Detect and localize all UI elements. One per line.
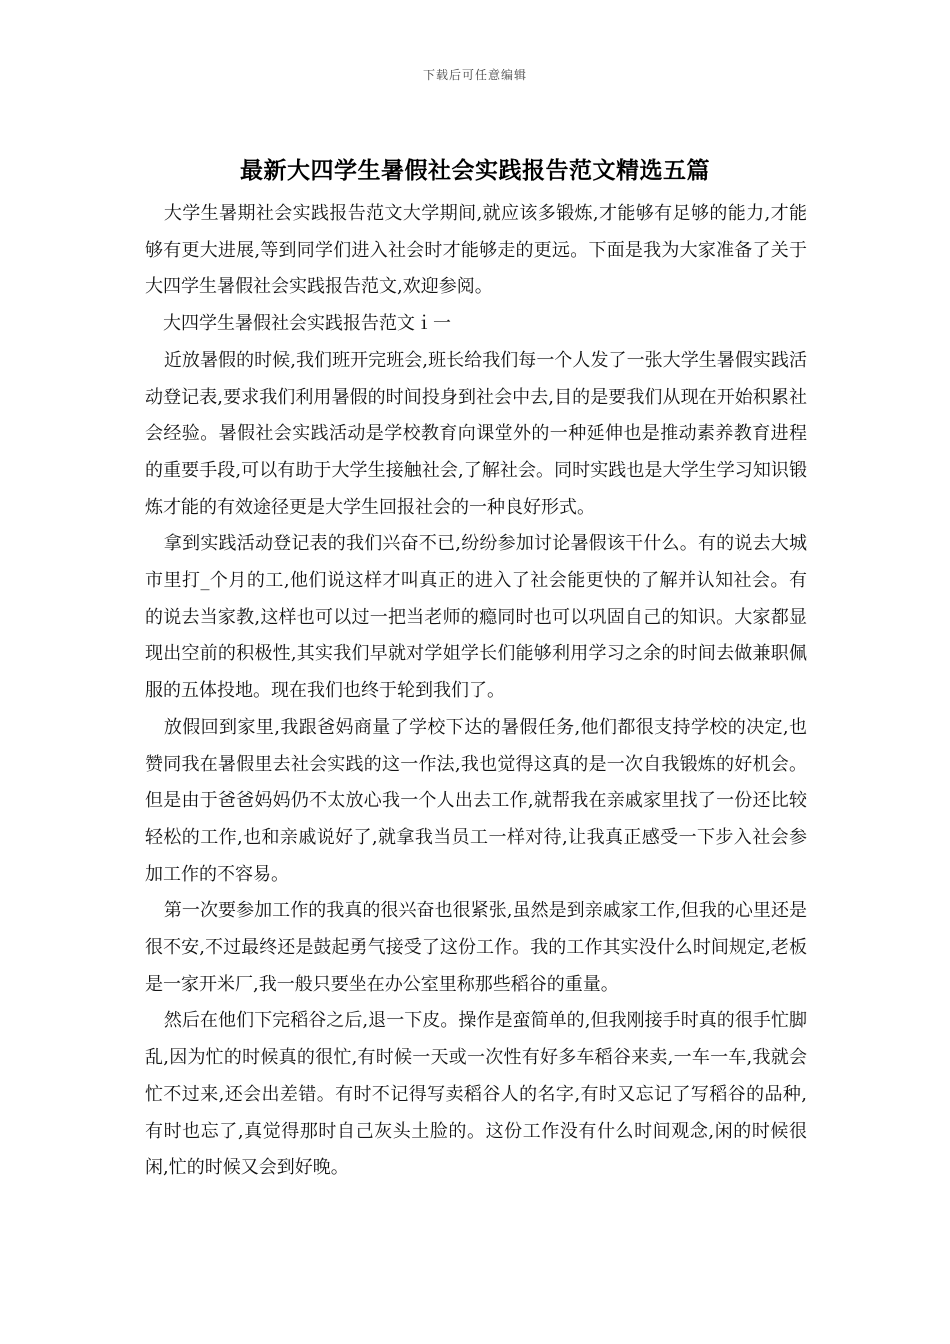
header-note: 下载后可任意编辑 — [422, 68, 527, 82]
body-paragraph: 拿到实践活动登记表的我们兴奋不已,纷纷参加讨论暑假该干什么。有的说去大城市里打_个月的工,他们说这样才叫真正的进入了社会能更快的了解并认知社会。有的说去当家教,这样也可以过一把当老师的瘾同时也可以巩固自己的知识。大家都显现出空前的积极性,其实我们早就对学姐学长们能够利用学习之余的时间去做兼职佩服的五体投地。现在我们也终于轮到我们了。 — [145, 533, 807, 702]
body-paragraph: 放假回到家里,我跟爸妈商量了学校下达的暑假任务,他们都很支持学校的决定,也赞同我在暑假里去社会实践的这一作法,我也觉得这真的是一次自我锻炼的好机会。但是由于爸爸妈妈仍不太放心我一个人出去工作,就帮我在亲戚家里找了一份还比较轻松的工作,也和亲戚说好了,就拿我当员工一样对待,让我真正感受一下步入社会参加工作的不容易。 — [145, 716, 807, 885]
intro-paragraph: 大学生暑期社会实践报告范文大学期间,就应该多锻炼,才能够有足够的能力,才能够有更大进展,等到同学们进入社会时才能够走的更远。下面是我为大家准备了关于大四学生暑假社会实践报告范文,欢迎参阅。 — [145, 203, 807, 298]
body-paragraph: 然后在他们下完稻谷之后,退一下皮。操作是蛮简单的,但我刚接手时真的很手忙脚乱,因为忙的时候真的很忙,有时候一天或一次性有好多车稻谷来卖,一车一车,我就会忙不过来,还会出差错。有时不记得写卖稻谷人的名字,有时又忘记了写稻谷的品种,有时也忘了,真觉得那时自己灰头土脸的。这份工作没有什么时间观念,闲的时候很闲,忙的时候又会到好晚。 — [145, 1010, 807, 1179]
document-body — [145, 196, 807, 1187]
body-paragraph: 第一次要参加工作的我真的很兴奋也很紧张,虽然是到亲戚家工作,但我的心里还是很不安,不过最终还是鼓起勇气接受了这份工作。我的工作其实没什么时间规定,老板是一家开米厂,我一般只要坐在办公室里称那些稻谷的重量。 — [145, 900, 807, 995]
document-title: 最新大四学生暑假社会实践报告范文精选五篇 — [240, 157, 710, 184]
section-heading: 大四学生暑假社会实践报告范文ｉ一 — [163, 313, 451, 335]
body-paragraph: 近放暑假的时候,我们班开完班会,班长给我们每一个人发了一张大学生暑假实践活动登记表,要求我们利用暑假的时间投身到社会中去,目的是要我们从现在开始积累社会经验。暑假社会实践活动是学校教育向课堂外的一种延伸也是推动素养教育进程的重要手段,可以有助于大学生接触社会,了解社会。同时实践也是大学生学习知识锻炼才能的有效途径更是大学生回报社会的一种良好形式。 — [145, 349, 807, 518]
